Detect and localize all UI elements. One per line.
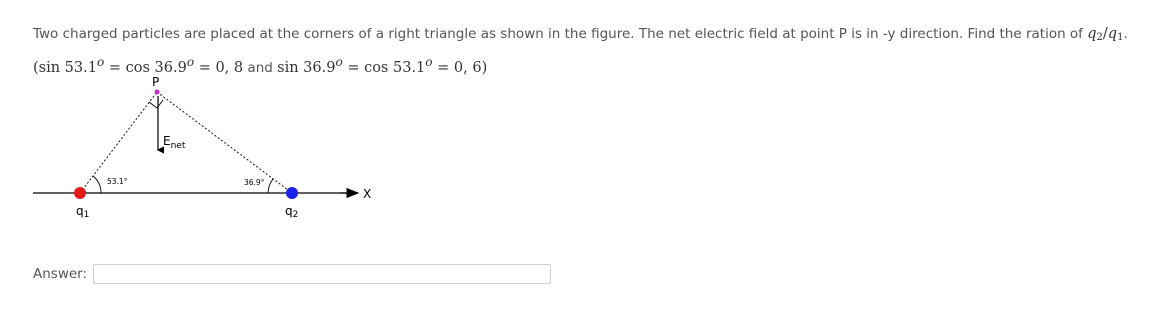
right-angle-label: 36.9° bbox=[244, 178, 265, 187]
given-values-2: $\sin 36.9^o = \cos 53.1^o = 0$, 6) bbox=[277, 55, 488, 76]
question-period: . bbox=[1123, 26, 1128, 42]
given-values-1: (sin $53.1^o = \cos 36.9^o = 0$, 8 bbox=[33, 55, 244, 76]
right-angle-marker bbox=[149, 100, 163, 108]
answer-input[interactable] bbox=[93, 264, 551, 284]
charge-q2-dot bbox=[286, 187, 298, 199]
question-sentence: Two charged particles are placed at the corners of a right triangle as shown in the figure. The net electric field at point P is in -y direction. Find the ration of bbox=[33, 26, 1088, 42]
charge-q1-dot bbox=[74, 187, 86, 199]
left-angle-arc bbox=[93, 176, 101, 193]
ratio-expression: $q_2/q_1$ bbox=[1087, 26, 1124, 43]
left-angle-label: 53.1° bbox=[107, 177, 128, 186]
charge-q2-label: q2 bbox=[285, 204, 299, 220]
point-p-dot bbox=[155, 90, 160, 95]
e-net-label: $E_{net}$ bbox=[163, 134, 186, 151]
given-and: and bbox=[243, 59, 278, 76]
point-p-label: P bbox=[152, 75, 160, 89]
x-axis-label: X bbox=[363, 187, 372, 201]
charge-q1-label: q1 bbox=[76, 204, 90, 220]
right-angle-arc bbox=[268, 179, 273, 193]
answer-label: Answer: bbox=[33, 266, 88, 282]
